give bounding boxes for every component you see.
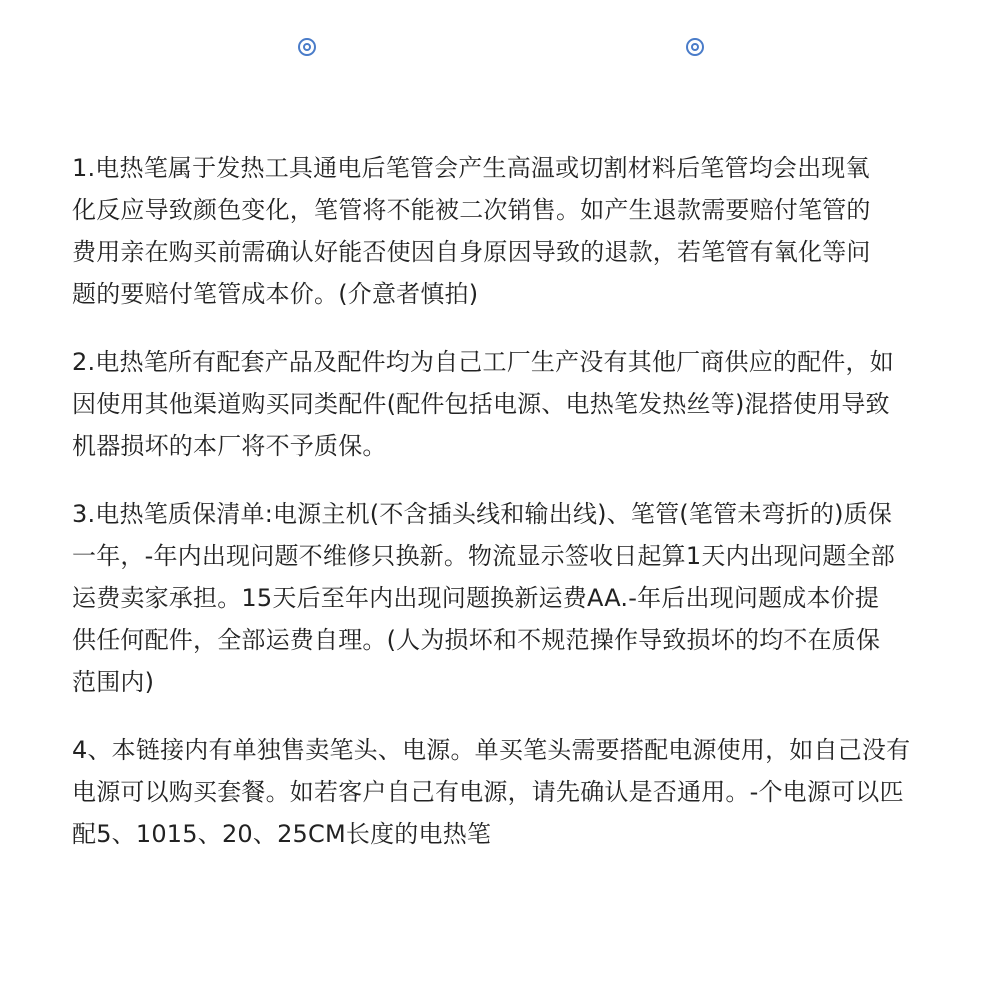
text-line: 运费卖家承担。15天后至年内出现问题换新运费AA.-年后出现问题成本价提	[72, 584, 880, 612]
text-line: 费用亲在购买前需确认好能否使因自身原因导致的退款，若笔管有氧化等问	[72, 238, 871, 266]
notice-paragraph-1	[72, 147, 942, 315]
concentric-ring-icon	[298, 38, 316, 56]
text-line: 电源可以购买套餐。如若客户自己有电源，请先确认是否通用。-个电源可以匹	[72, 778, 904, 806]
notice-paragraph-4	[72, 729, 942, 855]
text-line: 3.电热笔质保清单:电源主机(不含插头线和输出线)、笔管(笔管未弯折的)质保	[72, 500, 893, 528]
text-line: 范围内)	[72, 668, 155, 696]
text-line: 机器损坏的本厂将不予质保。	[72, 432, 387, 460]
text-line: 供任何配件，全部运费自理。(人为损坏和不规范操作导致损坏的均不在质保	[72, 626, 881, 654]
notice-paragraph-3	[72, 493, 942, 703]
notice-content	[72, 147, 942, 881]
text-line: 2.电热笔所有配套产品及配件均为自己工厂生产没有其他厂商供应的配件，如	[72, 348, 894, 376]
concentric-ring-icon	[686, 38, 704, 56]
text-line: 配5、1015、20、25CM长度的电热笔	[72, 820, 492, 848]
text-line: 化反应导致颜色变化，笔管将不能被二次销售。如产生退款需要赔付笔管的	[72, 196, 871, 224]
text-line: 因使用其他渠道购买同类配件(配件包括电源、电热笔发热丝等)混搭使用导致	[72, 390, 890, 418]
notice-paragraph-2	[72, 341, 942, 467]
text-line: 一年，-年内出现问题不维修只换新。物流显示签收日起算1天内出现问题全部	[72, 542, 895, 570]
text-line: 4、本链接内有单独售卖笔头、电源。单买笔头需要搭配电源使用，如自己没有	[72, 736, 911, 764]
text-line: 题的要赔付笔管成本价。(介意者慎拍)	[72, 280, 479, 308]
text-line: 1.电热笔属于发热工具通电后笔管会产生高温或切割材料后笔管均会出现氧	[72, 154, 870, 182]
